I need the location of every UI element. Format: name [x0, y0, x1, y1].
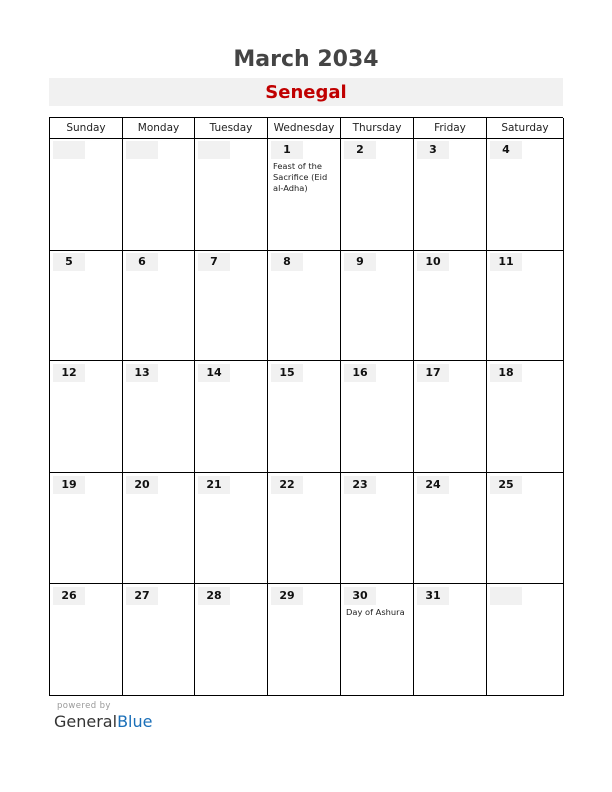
day-cell[interactable] — [487, 473, 564, 585]
day-number: 27 — [126, 587, 158, 605]
day-number: 16 — [344, 364, 376, 382]
page-title: March 2034 — [233, 47, 379, 72]
day-cell[interactable] — [414, 138, 487, 251]
day-cell[interactable] — [195, 138, 268, 251]
day-cell[interactable] — [123, 584, 195, 696]
day-number: 14 — [198, 364, 230, 382]
day-number: 21 — [198, 476, 230, 494]
brand-general: General — [54, 712, 118, 731]
day-cell[interactable] — [414, 361, 487, 473]
day-number: 13 — [126, 364, 158, 382]
day-number: 28 — [198, 587, 230, 605]
holiday-label: Feast of the Sacrifice (Eid al-Adha) — [273, 161, 328, 193]
holiday-label: Day of Ashura — [346, 607, 405, 618]
powered-by-label: powered by — [57, 701, 111, 711]
brand-blue: Blue — [117, 712, 153, 731]
day-cell[interactable] — [341, 361, 414, 473]
day-cell[interactable] — [195, 361, 268, 473]
day-cell[interactable] — [341, 138, 414, 251]
day-cell[interactable] — [268, 361, 341, 473]
weekday-header-monday: Monday — [123, 118, 195, 139]
day-cell[interactable] — [414, 473, 487, 585]
day-cell[interactable] — [50, 138, 123, 251]
day-number: 6 — [126, 253, 158, 271]
day-cell[interactable] — [50, 473, 123, 585]
day-cell[interactable] — [487, 361, 564, 473]
day-number: 24 — [417, 476, 449, 494]
day-cell[interactable] — [268, 138, 341, 251]
day-cell[interactable] — [268, 584, 341, 696]
day-cell[interactable] — [268, 473, 341, 585]
day-number — [53, 141, 85, 159]
day-cell[interactable] — [341, 473, 414, 585]
day-number: 26 — [53, 587, 85, 605]
weekday-header-saturday: Saturday — [487, 118, 564, 139]
weekday-header-sunday: Sunday — [50, 118, 123, 139]
day-number: 25 — [490, 476, 522, 494]
day-number — [490, 587, 522, 605]
day-cell[interactable] — [123, 361, 195, 473]
day-cell[interactable] — [195, 584, 268, 696]
day-number: 2 — [344, 141, 376, 159]
day-number: 18 — [490, 364, 522, 382]
weekday-header-friday: Friday — [414, 118, 487, 139]
day-number: 11 — [490, 253, 522, 271]
day-number: 31 — [417, 587, 449, 605]
weekday-header-wednesday: Wednesday — [268, 118, 341, 139]
day-number: 30 — [344, 587, 376, 605]
day-number: 4 — [490, 141, 522, 159]
day-number: 3 — [417, 141, 449, 159]
day-number: 9 — [344, 253, 376, 271]
day-cell[interactable] — [268, 250, 341, 362]
day-cell[interactable] — [50, 361, 123, 473]
day-cell[interactable] — [414, 584, 487, 696]
weekday-header-thursday: Thursday — [341, 118, 414, 139]
day-number: 17 — [417, 364, 449, 382]
day-number: 7 — [198, 253, 230, 271]
day-number: 20 — [126, 476, 158, 494]
day-cell[interactable] — [487, 584, 564, 696]
day-number: 5 — [53, 253, 85, 271]
day-cell[interactable] — [487, 250, 564, 362]
day-number: 29 — [271, 587, 303, 605]
day-number: 19 — [53, 476, 85, 494]
day-cell[interactable] — [123, 250, 195, 362]
day-cell[interactable] — [123, 473, 195, 585]
day-number — [126, 141, 158, 159]
day-cell[interactable] — [195, 473, 268, 585]
calendar-grid — [49, 117, 563, 696]
day-number: 15 — [271, 364, 303, 382]
day-cell[interactable] — [50, 584, 123, 696]
day-number: 1 — [271, 141, 303, 159]
day-number — [198, 141, 230, 159]
brand-logo[interactable] — [54, 712, 152, 731]
day-cell[interactable] — [123, 138, 195, 251]
day-number: 12 — [53, 364, 85, 382]
weekday-header-tuesday: Tuesday — [195, 118, 268, 139]
day-cell[interactable] — [341, 584, 414, 696]
day-cell[interactable] — [341, 250, 414, 362]
country-bar — [49, 78, 563, 106]
day-cell[interactable] — [414, 250, 487, 362]
day-number: 22 — [271, 476, 303, 494]
day-cell[interactable] — [487, 138, 564, 251]
day-cell[interactable] — [195, 250, 268, 362]
day-number: 8 — [271, 253, 303, 271]
day-number: 10 — [417, 253, 449, 271]
country-name: Senegal — [265, 82, 347, 103]
day-cell[interactable] — [50, 250, 123, 362]
day-number: 23 — [344, 476, 376, 494]
